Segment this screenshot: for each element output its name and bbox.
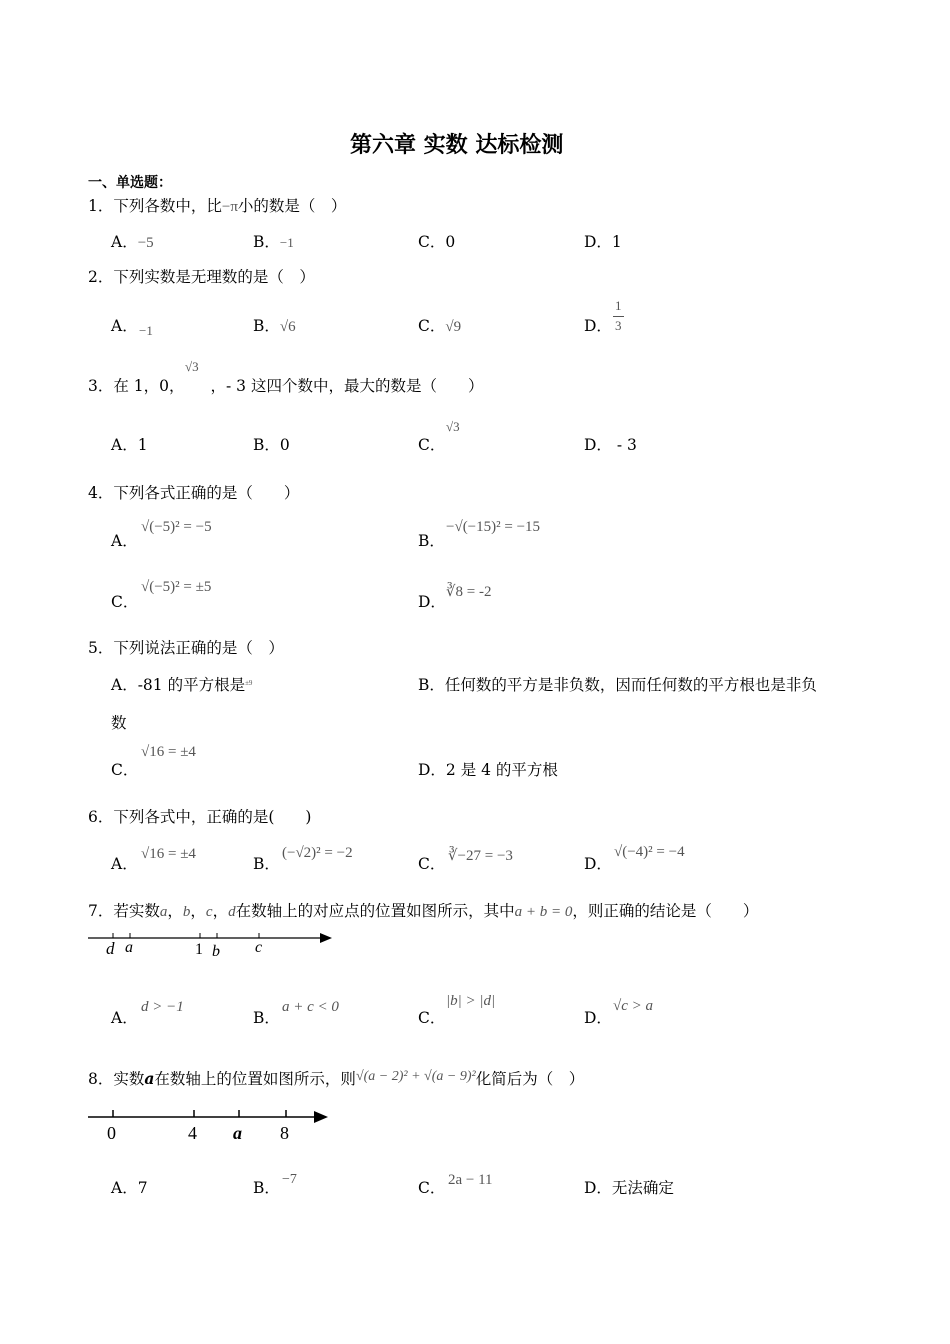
q7-label-c: c	[255, 939, 263, 956]
q6-d-value: √(−4)² = −4	[614, 844, 685, 860]
q1-b-value: −1	[279, 235, 294, 250]
q7-stem-a: 7．若实数	[88, 902, 160, 920]
q7-label-b: b	[212, 943, 220, 960]
question-2: 2．下列实数是无理数的是（ ）	[88, 268, 315, 286]
q8-b-label: B．	[253, 1179, 280, 1197]
q5-c-label: C．	[111, 761, 139, 779]
q1-a-value: −5	[137, 235, 154, 251]
q5-c-value: √16 = ±4	[141, 744, 196, 760]
q8-stem-a: 8．实数	[88, 1070, 145, 1088]
q3-stem-a: 3．在 1，0，	[88, 377, 185, 395]
q2-d-numerator: 1	[615, 298, 622, 313]
q7-a-value: d > −1	[141, 999, 184, 1015]
q8-stem-c: 化简后为（ ）	[475, 1070, 585, 1088]
q7-var-d: d	[228, 904, 236, 920]
q7-comma-1: ，	[167, 902, 183, 920]
q7-condition: a + b = 0	[514, 904, 573, 920]
q5-a-value: ±9	[245, 679, 253, 687]
q5-option-b[interactable]: B．任何数的平方是非负数，因而任何数的平方根也是非负	[418, 676, 817, 694]
q7-stem-c: ，则正确的结论是（ ）	[572, 902, 759, 920]
q4-c-label: C．	[111, 593, 139, 611]
q1-stem-b: 小的数是（ ）	[237, 197, 347, 215]
section-heading: 一、单选题：	[88, 175, 172, 191]
q4-d-value: ∛8 = -2	[446, 584, 492, 600]
q8-option-d[interactable]: D．无法确定	[584, 1179, 674, 1197]
q7-stem-b: 在数轴上的对应点的位置如图所示，其中	[235, 902, 515, 920]
q1-b-label: B．	[253, 233, 280, 251]
q8-label-4: 4	[188, 1123, 197, 1143]
q3-sqrt3-symbol: √3	[185, 359, 199, 374]
q4-c-value: √(−5)² = ±5	[141, 579, 212, 595]
q2-d-label: D．	[584, 317, 612, 335]
q7-var-c: c	[205, 904, 213, 920]
q1-stem-a: 1．下列各数中，比	[88, 197, 222, 215]
q1-a-label: A．	[111, 233, 138, 251]
q6-b-label: B．	[253, 855, 280, 873]
q7-c-label: C．	[418, 1009, 446, 1027]
q8-label-a: a	[233, 1123, 242, 1143]
q8-option-c[interactable]	[418, 1176, 445, 1198]
q8-c-value: 2a − 11	[448, 1172, 493, 1188]
q7-d-label: D．	[584, 1009, 612, 1027]
q8-option-b[interactable]	[253, 1176, 280, 1198]
q5-option-d[interactable]: D．2 是 4 的平方根	[418, 761, 558, 779]
q7-label-d: d	[106, 939, 115, 958]
q7-d-value: √c > a	[613, 998, 654, 1014]
q4-d-label: D．	[418, 593, 446, 611]
q2-c-value: √9	[445, 319, 462, 335]
q5-a-label: A．-81 的平方根是	[111, 676, 246, 694]
q7-b-label: B．	[253, 1009, 280, 1027]
question-5: 5．下列说法正确的是（ ）	[88, 639, 284, 657]
q8-option-a[interactable]: A．7	[111, 1179, 148, 1197]
q8-expression: √(a − 2)² + √(a − 9)²	[355, 1069, 476, 1084]
q4-a-label: A．	[111, 532, 138, 550]
q1-option-d[interactable]: D．1	[584, 233, 622, 251]
q2-a-value: −1	[139, 323, 153, 338]
q8-var-a: a	[144, 1069, 155, 1088]
q6-c-value: ∛−27 = −3	[448, 848, 513, 864]
q2-d-denominator: 3	[615, 318, 622, 333]
q4-b-label: B．	[418, 532, 445, 550]
q2-c-label: C．	[418, 317, 446, 335]
q8-label-8: 8	[280, 1123, 289, 1143]
question-4: 4．下列各式正确的是（ ）	[88, 484, 300, 502]
q7-label-a: a	[125, 939, 133, 956]
q6-b-value: (−√2)² = −2	[282, 845, 353, 861]
q7-comma-2: ，	[190, 902, 206, 920]
q7-a-label: A．	[111, 1009, 138, 1027]
q8-axis-arrow	[314, 1111, 328, 1123]
q8-stem-b: 在数轴上的位置如图所示，则	[154, 1070, 356, 1088]
q1-pi-symbol: −π	[221, 199, 238, 215]
q7-label-1: 1	[195, 941, 203, 958]
q6-a-value: √16 = ±4	[141, 846, 196, 862]
q6-a-label: A．	[111, 855, 138, 873]
q3-option-a[interactable]: A．1	[111, 436, 148, 454]
q8-c-label: C．	[418, 1179, 446, 1197]
q7-c-value: |b| > |d|	[446, 993, 496, 1009]
q8-b-value: −7	[282, 1172, 297, 1187]
q5-option-b-continued: 数	[111, 714, 127, 732]
q3-option-d[interactable]: D． - 3	[584, 436, 637, 454]
q3-c-value: √3	[446, 419, 460, 434]
q1-option-c[interactable]: C．0	[418, 233, 456, 251]
q4-a-value: √(−5)² = −5	[141, 519, 212, 535]
page-title: 第六章 实数 达标检测	[350, 133, 564, 158]
q7-var-a: a	[159, 904, 168, 920]
q3-c-label: C．	[418, 436, 446, 454]
q7-var-b: b	[182, 904, 191, 920]
q4-b-value: −√(−15)² = −15	[446, 519, 541, 535]
q2-b-label: B．	[253, 317, 280, 335]
q2-a-label: A．	[111, 317, 138, 335]
q6-d-label: D．	[584, 855, 612, 873]
q3-option-b[interactable]: B．0	[253, 436, 290, 454]
q8-label-0: 0	[107, 1123, 116, 1143]
q7-comma-3: ，	[212, 902, 229, 920]
q7-b-value: a + c < 0	[282, 999, 339, 1015]
q2-b-value: √6	[279, 319, 296, 335]
q3-stem-b: ，- 3 这四个数中，最大的数是（ ）	[210, 377, 484, 395]
question-6: 6．下列各式中，正确的是( )	[88, 808, 312, 826]
q6-c-label: C．	[418, 855, 446, 873]
